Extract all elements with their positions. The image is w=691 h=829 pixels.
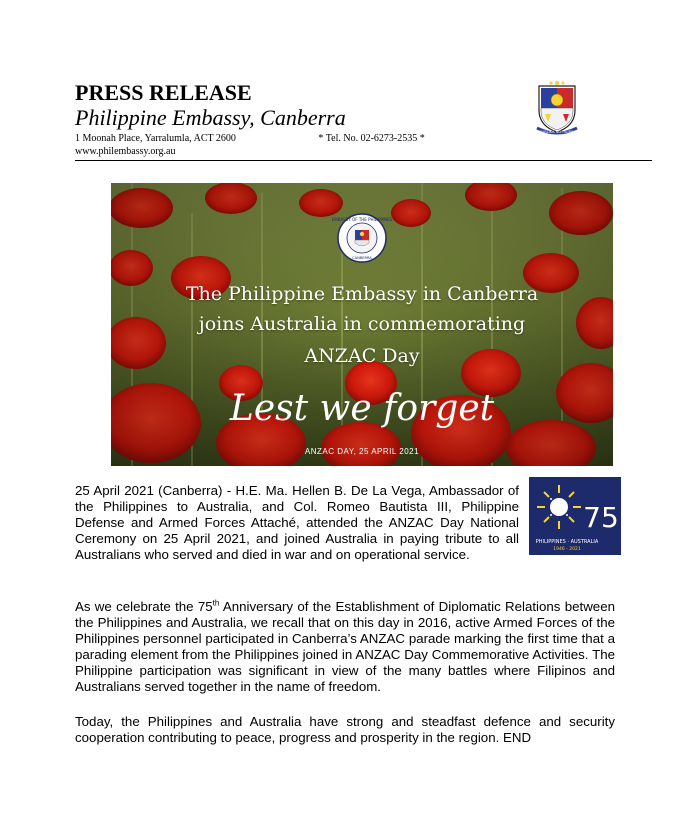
press-release-title: PRESS RELEASE bbox=[75, 80, 252, 105]
embassy-seal-sub-lettering: CANBERRA bbox=[352, 256, 372, 260]
sun-icon bbox=[537, 485, 581, 529]
philippines-australia-75-logo bbox=[529, 477, 621, 555]
body-paragraph-3: Today, the Philippines and Australia have strong and steadfast defence and security cooperation contributing to peace, progress and prosperity in the region. END bbox=[75, 714, 615, 745]
lest-we-forget-tagline: Lest we forget bbox=[229, 388, 495, 429]
embassy-name: Philippine Embassy, Canberra bbox=[75, 105, 346, 130]
embassy-seal-lettering: EMBASSY OF THE PHILIPPINES bbox=[331, 217, 393, 222]
paragraph-2-start: As we celebrate the 75 bbox=[75, 599, 213, 614]
logo-label: PHILIPPINES · AUSTRALIA bbox=[535, 539, 599, 545]
address: 1 Moonah Place, Yarralumla, ACT 2600 bbox=[75, 133, 236, 144]
body-paragraph-1: 25 April 2021 (Canberra) - H.E. Ma. Hellen B. De La Vega, Ambassador of the Philippines to Australia, and Col. Romeo Bautista III, Philippine Defense and Armed Forces Attaché, attended the ANZAC Day National Ceremony on 25 April 2021, and joined Australia in paying tribute to all Australians who served and died in war and on operational service. bbox=[75, 483, 519, 562]
paragraph-2-rest: Anniversary of the Establishment of Diplomatic Relations between the Philippines and Australia, we recall that on this day in 2016, active Armed Forces of the Philippines personnel participated in Canberra’s ANZAC parade marking the first time that a parading element from the Philippines joined in ANZAC Day Commemorative Activities. The Philippine participation was significant in view of the many battles where Filipinos and Australians served together in the name of freedom. bbox=[75, 599, 615, 694]
telephone: * Tel. No. 02-6273-2535 * bbox=[318, 133, 425, 144]
banner-line-1: The Philippine Embassy in Canberra bbox=[185, 283, 539, 305]
banner-line-2: joins Australia in commemorating bbox=[198, 313, 526, 335]
header-divider bbox=[75, 160, 652, 161]
philippine-coat-of-arms-icon bbox=[531, 80, 583, 135]
logo-years: 1946 - 2021 bbox=[553, 547, 581, 552]
ordinal-suffix: th bbox=[212, 598, 220, 608]
body-paragraph-2 bbox=[75, 599, 615, 695]
website-link[interactable]: www.philembassy.org.au bbox=[75, 146, 176, 157]
banner-date: ANZAC DAY, 25 APRIL 2021 bbox=[304, 447, 420, 456]
coat-of-arms-lettering: REPUBLIKA NG PILIPINAS bbox=[534, 130, 580, 134]
anzac-day-banner bbox=[111, 183, 613, 466]
logo-75-number: 75 bbox=[583, 501, 619, 534]
banner-line-3: ANZAC Day bbox=[304, 345, 420, 367]
